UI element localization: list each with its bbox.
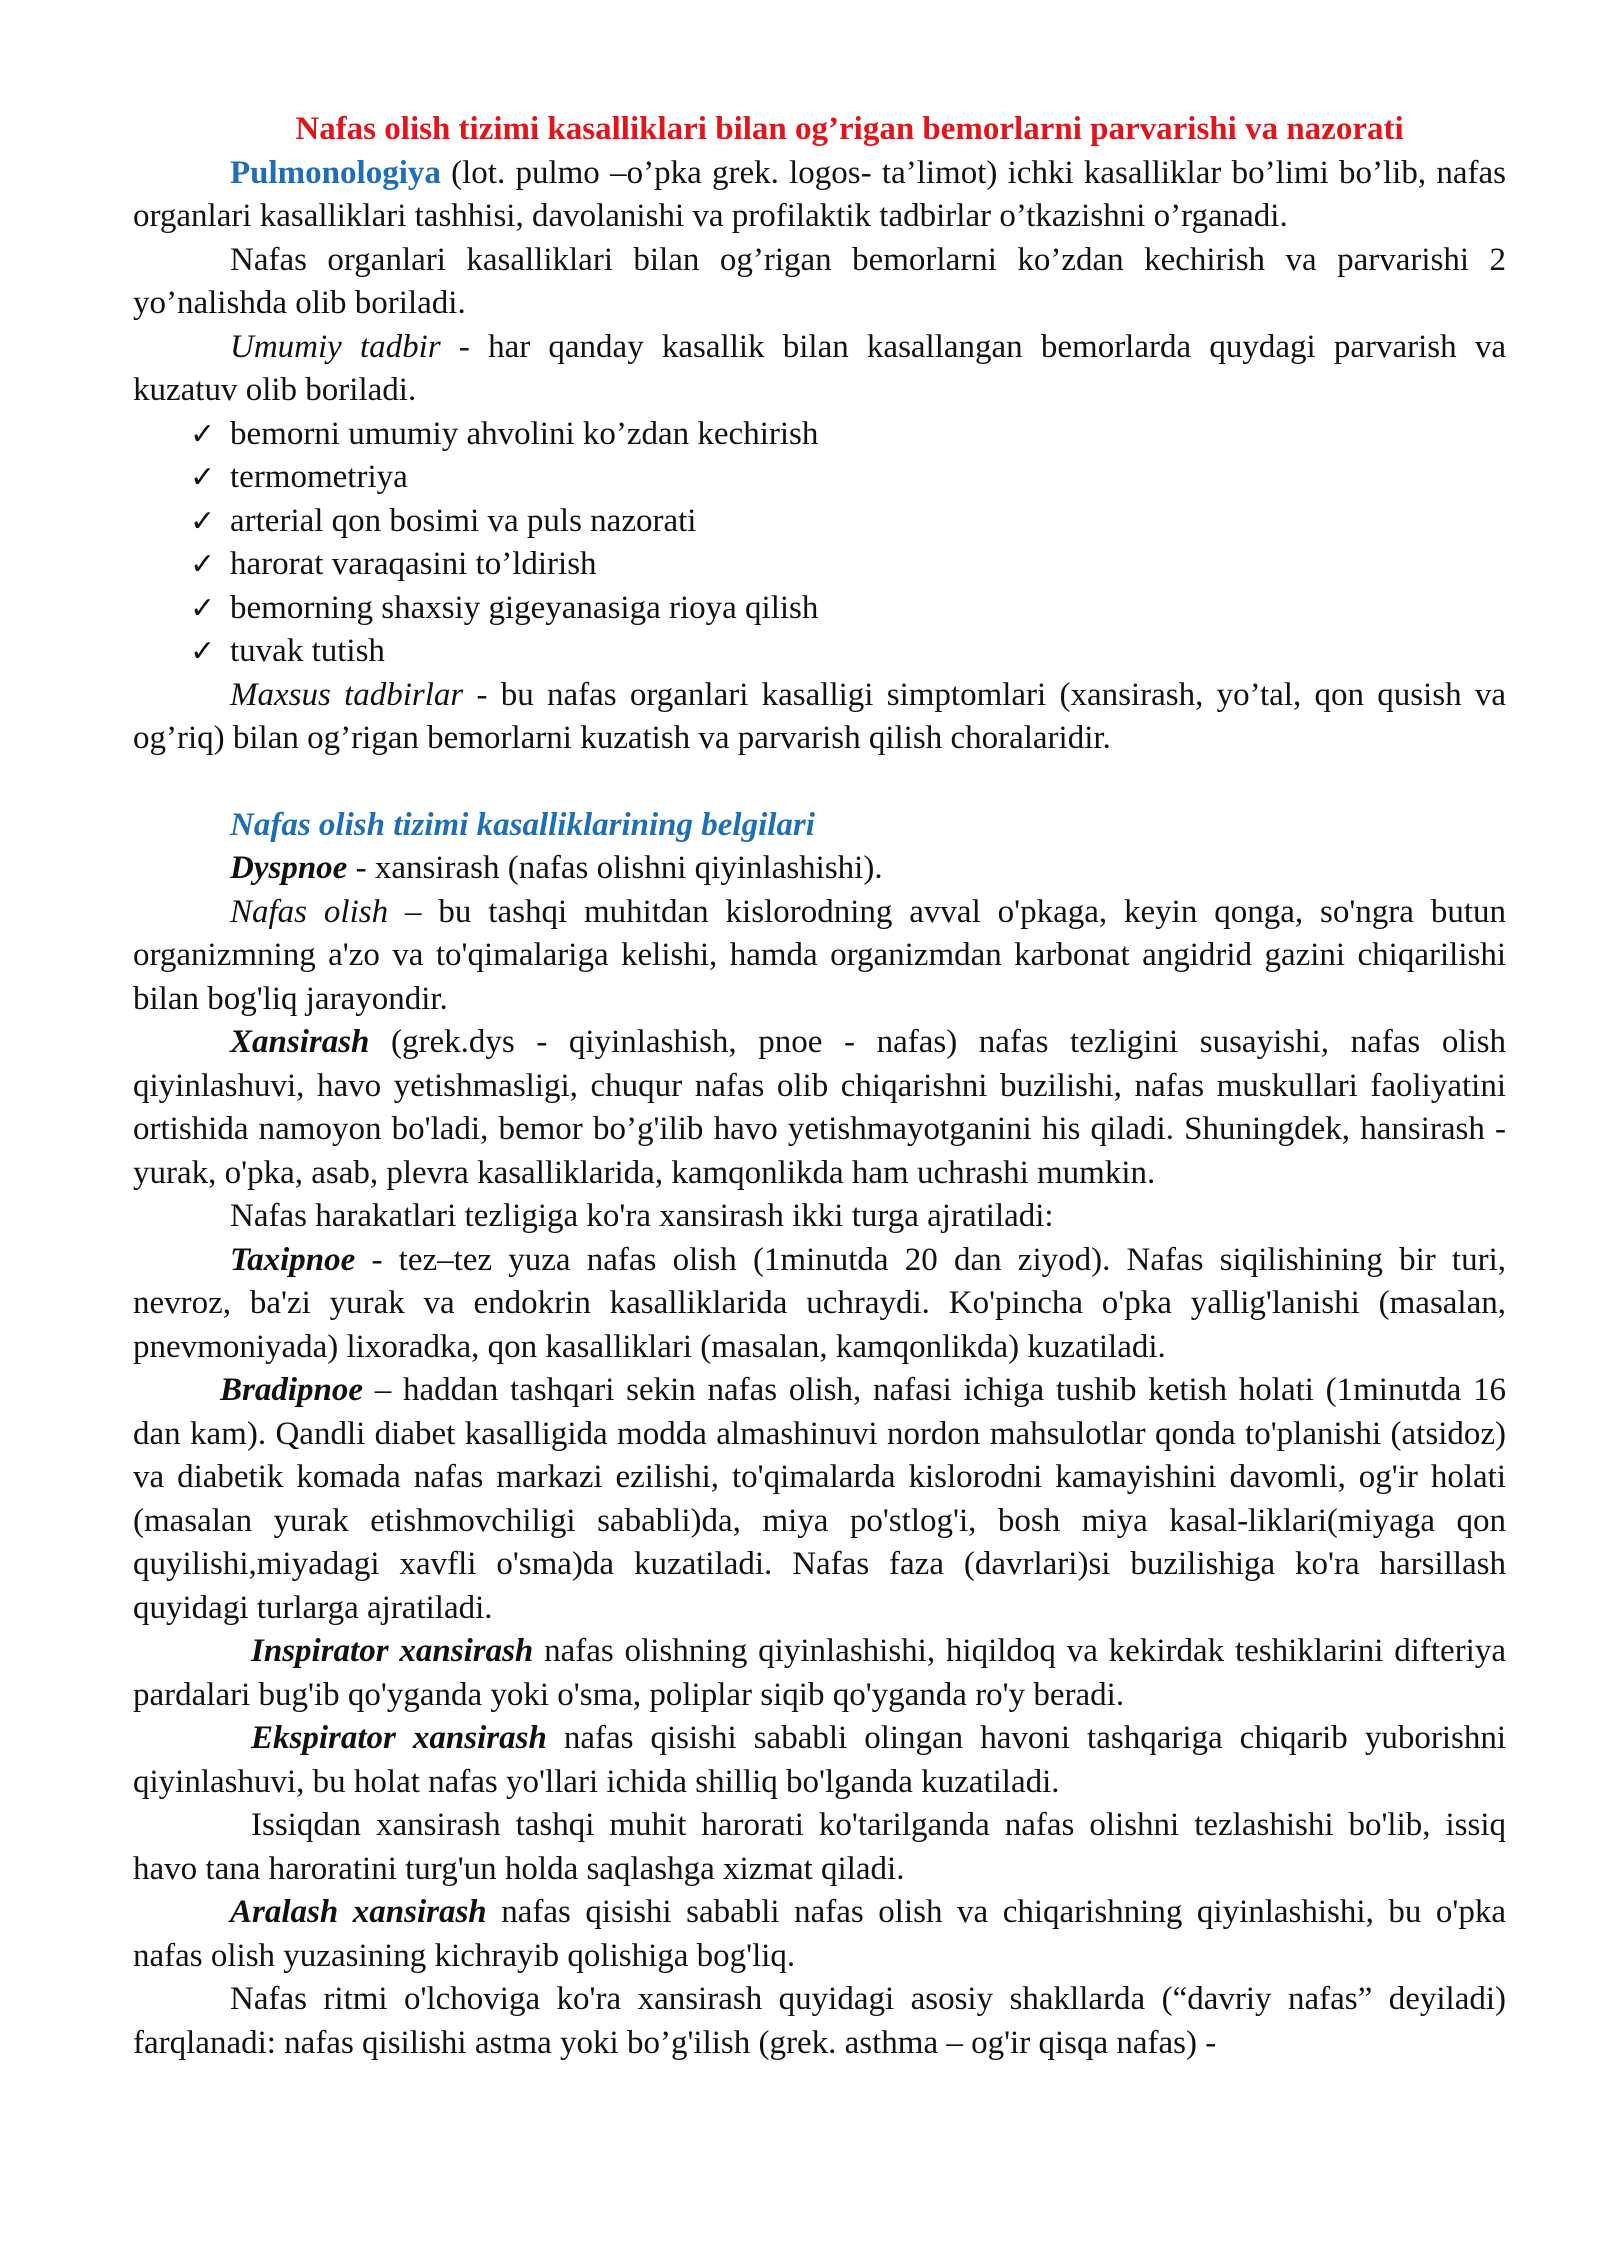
paragraph-dyspnoe xyxy=(133,847,1506,891)
paragraph-text: nafas qisishi sababli olingan havoni tashqariga chiqarib yuborishni qiyinlashuvi, bu holat nafas yo'llari ichida shilliq bo'lganda kuzatiladi. xyxy=(133,1720,1506,1800)
term-ekspirator-xansirash: Ekspirator xansirash xyxy=(251,1720,547,1756)
checklist-item xyxy=(190,500,1506,544)
term-dyspnoe: Dyspnoe xyxy=(230,850,348,886)
checklist-item-label: tuvak tutish xyxy=(230,633,385,669)
term-nafas-olish: Nafas olish xyxy=(230,893,389,930)
term-aralash-xansirash: Aralash xansirash xyxy=(230,1894,487,1930)
paragraph-nafas-olish xyxy=(133,891,1506,1022)
paragraph-text: - har qanday kasallik bilan kasallangan bemorlarda quydagi parvarish va kuzatuv olib boriladi. xyxy=(133,328,1506,408)
paragraph-text: - xansirash (nafas olishni qiyinlashishi). xyxy=(347,850,883,886)
blank-line xyxy=(133,761,1506,804)
paragraph-taxipnoe xyxy=(133,1239,1506,1370)
term-taxipnoe: Taxipnoe xyxy=(230,1241,356,1278)
checklist-item xyxy=(190,630,1506,674)
paragraph-bradipnoe xyxy=(133,1369,1506,1630)
term-inspirator-xansirash: Inspirator xansirash xyxy=(251,1633,534,1669)
paragraph-pulmonologiya xyxy=(133,152,1506,239)
checklist-item xyxy=(190,587,1506,631)
care-checklist xyxy=(133,413,1506,674)
checkmark-icon: ✓ xyxy=(190,460,216,495)
paragraph-text: (grek.dys - qiyinlashish, pnoe - nafas) nafas tezligini susayishi, nafas olish qiyinlashuvi, havo yetishmasligi, chuqur nafas olib chiqarishni buzilishi, nafas muskullari faoliyatini ortishida namoyon bo'ladi, bemor bo’g'ilib havo yetishmayotganini his qiladi. Shuningdek, hansirash - yurak, o'pka, asab, plevra kasalliklarida, kamqonlikda ham uchrashi mumkin. xyxy=(133,1024,1506,1191)
paragraph-text: nafas olishning qiyinlashishi, hiqildoq va kekirdak teshiklarini difteriya pardalari bug'ib qo'yganda yoki o'sma, poliplar siqib qo'yganda ro'y beradi. xyxy=(133,1633,1507,1713)
term-pulmonologiya: Pulmonologiya xyxy=(230,154,441,191)
paragraph-nafas-ritmi: Nafas ritmi o'lchoviga ko'ra xansirash quyidagi asosiy shakllarda (“davriy nafas” deyiladi) farqlanadi: nafas qisilishi astma yoki bo’g'ilish (grek. asthma – og'ir qisqa nafas) - xyxy=(133,1981,1506,2061)
paragraph-aralash xyxy=(133,1891,1506,1978)
paragraph-special-measures xyxy=(133,674,1506,761)
paragraph-text: - bu nafas organlari kasalligi simptomlari (xansirash, yo’tal, qon qusish va og’riq) bilan og’rigan bemorlarni kuzatish va parvarish qilish choralaridir. xyxy=(133,676,1506,756)
checklist-item-label: harorat varaqasini to’ldirish xyxy=(230,546,597,582)
checkmark-icon: ✓ xyxy=(190,416,216,452)
checklist-item xyxy=(190,543,1506,587)
checklist-item-label: bemorning shaxsiy gigeyanasiga rioya qilish xyxy=(230,589,819,626)
paragraph-text: – bu tashqi muhitdan kislorodning avval o'pkaga, keyin qonga, so'ngra butun organizmning a'zo va to'qimalariga kelishi, hamda organizmdan karbonat angidrid gazini chiqarilishi bilan bog'liq jarayondir. xyxy=(133,893,1507,1017)
checkmark-icon: ✓ xyxy=(190,503,216,539)
paragraph-general-measures xyxy=(133,326,1506,413)
paragraph-inspirator xyxy=(133,1630,1506,1717)
document-page xyxy=(133,108,1506,2065)
paragraph-text: - tez–tez yuza nafas olish (1minutda 20 dan ziyod). Nafas siqilishining bir turi, nevroz, ba'zi yurak va endokrin kasalliklarida uchraydi. Ko'pincha o'pka yallig'lanishi (masalan, pnevmoniyada) lixoradka, qon kasalliklari (masalan, kamqonlikda) kuzatiladi. xyxy=(133,1241,1506,1365)
paragraph-types-intro: Nafas harakatlari tezligiga ko'ra xansirash ikki turga ajratiladi: xyxy=(230,1198,1054,1234)
term-xansirash: Xansirash xyxy=(230,1024,370,1060)
paragraph-issiqdan: Issiqdan xansirash tashqi muhit harorati ko'tarilganda nafas olishni tezlashishi bo'lib, issiq havo tana haroratini turg'un holda saqlashga xizmat qiladi. xyxy=(133,1807,1506,1887)
paragraph-directions: Nafas organlari kasalliklari bilan og’rigan bemorlarni ko’zdan kechirish va parvarishi 2 yo’nalishda olib boriladi. xyxy=(133,241,1506,321)
paragraph-ekspirator xyxy=(133,1717,1506,1804)
checklist-item-label: bemorni umumiy ahvolini ko’zdan kechirish xyxy=(230,415,819,452)
checklist-item xyxy=(190,413,1506,457)
checkmark-icon: ✓ xyxy=(190,590,216,626)
paragraph-xansirash xyxy=(133,1021,1506,1195)
checklist-item-label: termometriya xyxy=(230,459,408,495)
section-heading: Nafas olish tizimi kasalliklarining belgilari xyxy=(230,806,815,843)
paragraph-text: – haddan tashqari sekin nafas olish, nafasi ichiga tushib ketish holati (1minutda 16 dan kam). Qandli diabet kasalligida modda almashinuvi nordon mahsulotlar qonda to'planishi (atsidoz) va diabetik komada nafas markazi ezilishi, to'qimalarda kislorodni kamayishini davomli, og'ir holati (masalan yurak etishmovchiligi sababli)da, miya po'stlog'i, bosh miya kasal-liklari(miyaga qon quyilishi,miyadagi xavfli o'sma)da kuzatiladi. Nafas faza (davrlari)si buzilishiga ko'ra harsillash quyidagi turlarga ajratiladi. xyxy=(133,1372,1506,1626)
term-maxsus-tadbirlar: Maxsus tadbirlar xyxy=(230,676,464,713)
checkmark-icon: ✓ xyxy=(190,547,216,582)
term-bradipnoe: Bradipnoe xyxy=(220,1372,364,1408)
checkmark-icon: ✓ xyxy=(190,634,216,669)
paragraph-text: nafas qisishi sababli nafas olish va chiqarishning qiyinlashishi, bu o'pka nafas olish yuzasining kichrayib qolishiga bog'liq. xyxy=(133,1894,1506,1974)
document-title: Nafas olish tizimi kasalliklari bilan og’rigan bemorlarni parvarishi va nazorati xyxy=(295,111,1404,147)
checklist-item-label: arterial qon bosimi va puls nazorati xyxy=(230,502,697,539)
term-umumiy-tadbir: Umumiy tadbir xyxy=(230,328,441,365)
paragraph-text: (lot. pulmo –o’pka grek. logos- ta’limot) ichki kasalliklar bo’limi bo’lib, nafas organlari kasalliklari tashhisi, davolanishi va profilaktik tadbirlar o’tkazishni o’rganadi. xyxy=(133,154,1506,234)
checklist-item xyxy=(190,456,1506,500)
